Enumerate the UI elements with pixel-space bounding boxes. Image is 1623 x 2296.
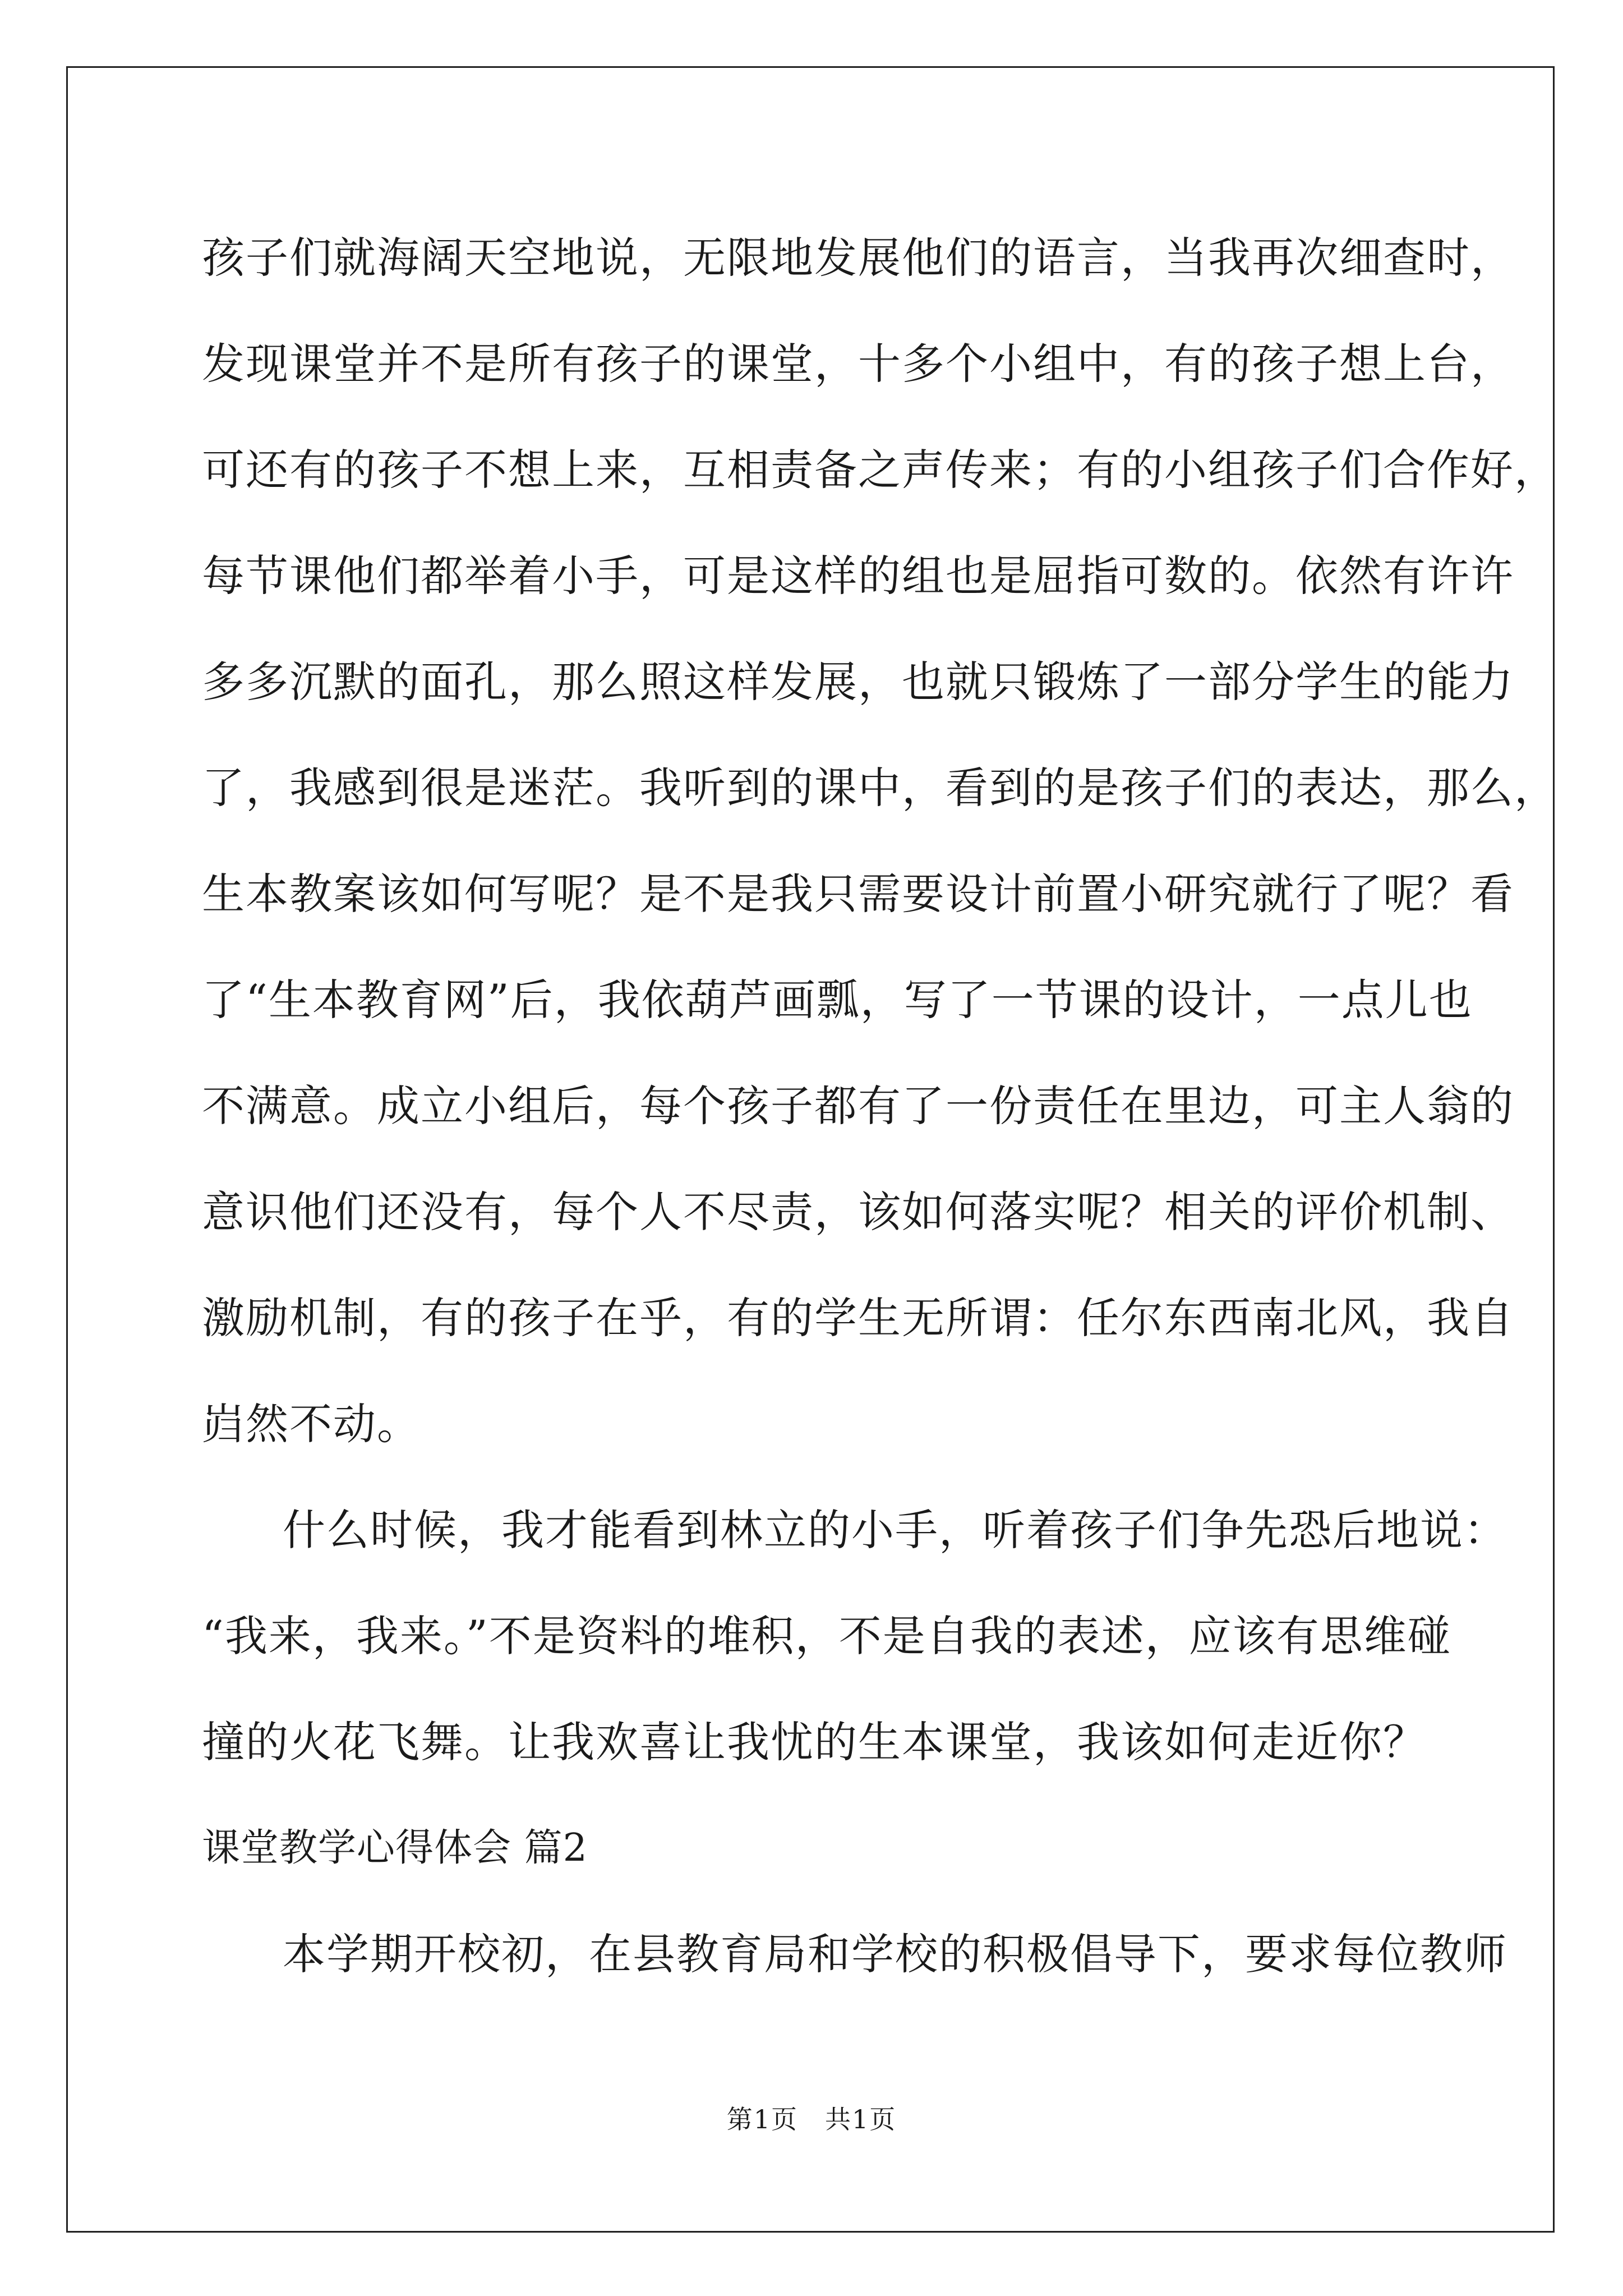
text-line: 每节课他们都举着小手，可是这样的组也是屈指可数的。依然有许许 xyxy=(202,551,1514,601)
text-line: 多多沉默的面孔，那么照这样发展，也就只锻炼了一部分学生的能力 xyxy=(202,657,1514,707)
text-line: 岿然不动。 xyxy=(202,1399,421,1449)
section-heading: 课堂教学心得体会 篇2 xyxy=(202,1826,588,1870)
text-line: 可还有的孩子不想上来，互相责备之声传来；有的小组孩子们合作好， xyxy=(202,445,1558,495)
text-line: 发现课堂并不是所有孩子的课堂，十多个小组中，有的孩子想上台， xyxy=(202,339,1514,389)
text-line: 孩子们就海阔天空地说，无限地发展他们的语言，当我再次细查时， xyxy=(202,233,1514,283)
document-body xyxy=(202,205,1558,2007)
text-line: 了“生本教育网”后，我依葫芦画瓢，写了一节课的设计，一点儿也 xyxy=(202,975,1473,1025)
text-line: 了，我感到很是迷茫。我听到的课中，看到的是孩子们的表达，那么， xyxy=(202,763,1558,813)
page-footer: 第1页 共1页 xyxy=(726,2104,897,2134)
paragraph-1 xyxy=(202,205,1558,1477)
text-line: 意识他们还没有，每个人不尽责，该如何落实呢？相关的评价机制、 xyxy=(202,1187,1514,1237)
text-line: 不满意。成立小组后，每个孩子都有了一份责任在里边，可主人翁的 xyxy=(202,1081,1514,1131)
paragraph-2 xyxy=(202,1477,1507,1795)
text-line: 生本教案该如何写呢？是不是我只需要设计前置小研究就行了呢？看 xyxy=(202,869,1514,919)
text-line: 什么时候，我才能看到林立的小手，听着孩子们争先恐后地说： xyxy=(283,1505,1507,1555)
text-line: 本学期开校初，在县教育局和学校的积极倡导下，要求每位教师 xyxy=(283,1929,1507,1979)
text-line: 激励机制，有的孩子在乎，有的学生无所谓：任尔东西南北风，我自 xyxy=(202,1293,1514,1343)
text-line: 撞的火花飞舞。让我欢喜让我忧的生本课堂，我该如何走近你？ xyxy=(202,1717,1427,1767)
text-line: “我来，我来。”不是资料的堆积，不是自我的表述，应该有思维碰 xyxy=(202,1611,1451,1661)
